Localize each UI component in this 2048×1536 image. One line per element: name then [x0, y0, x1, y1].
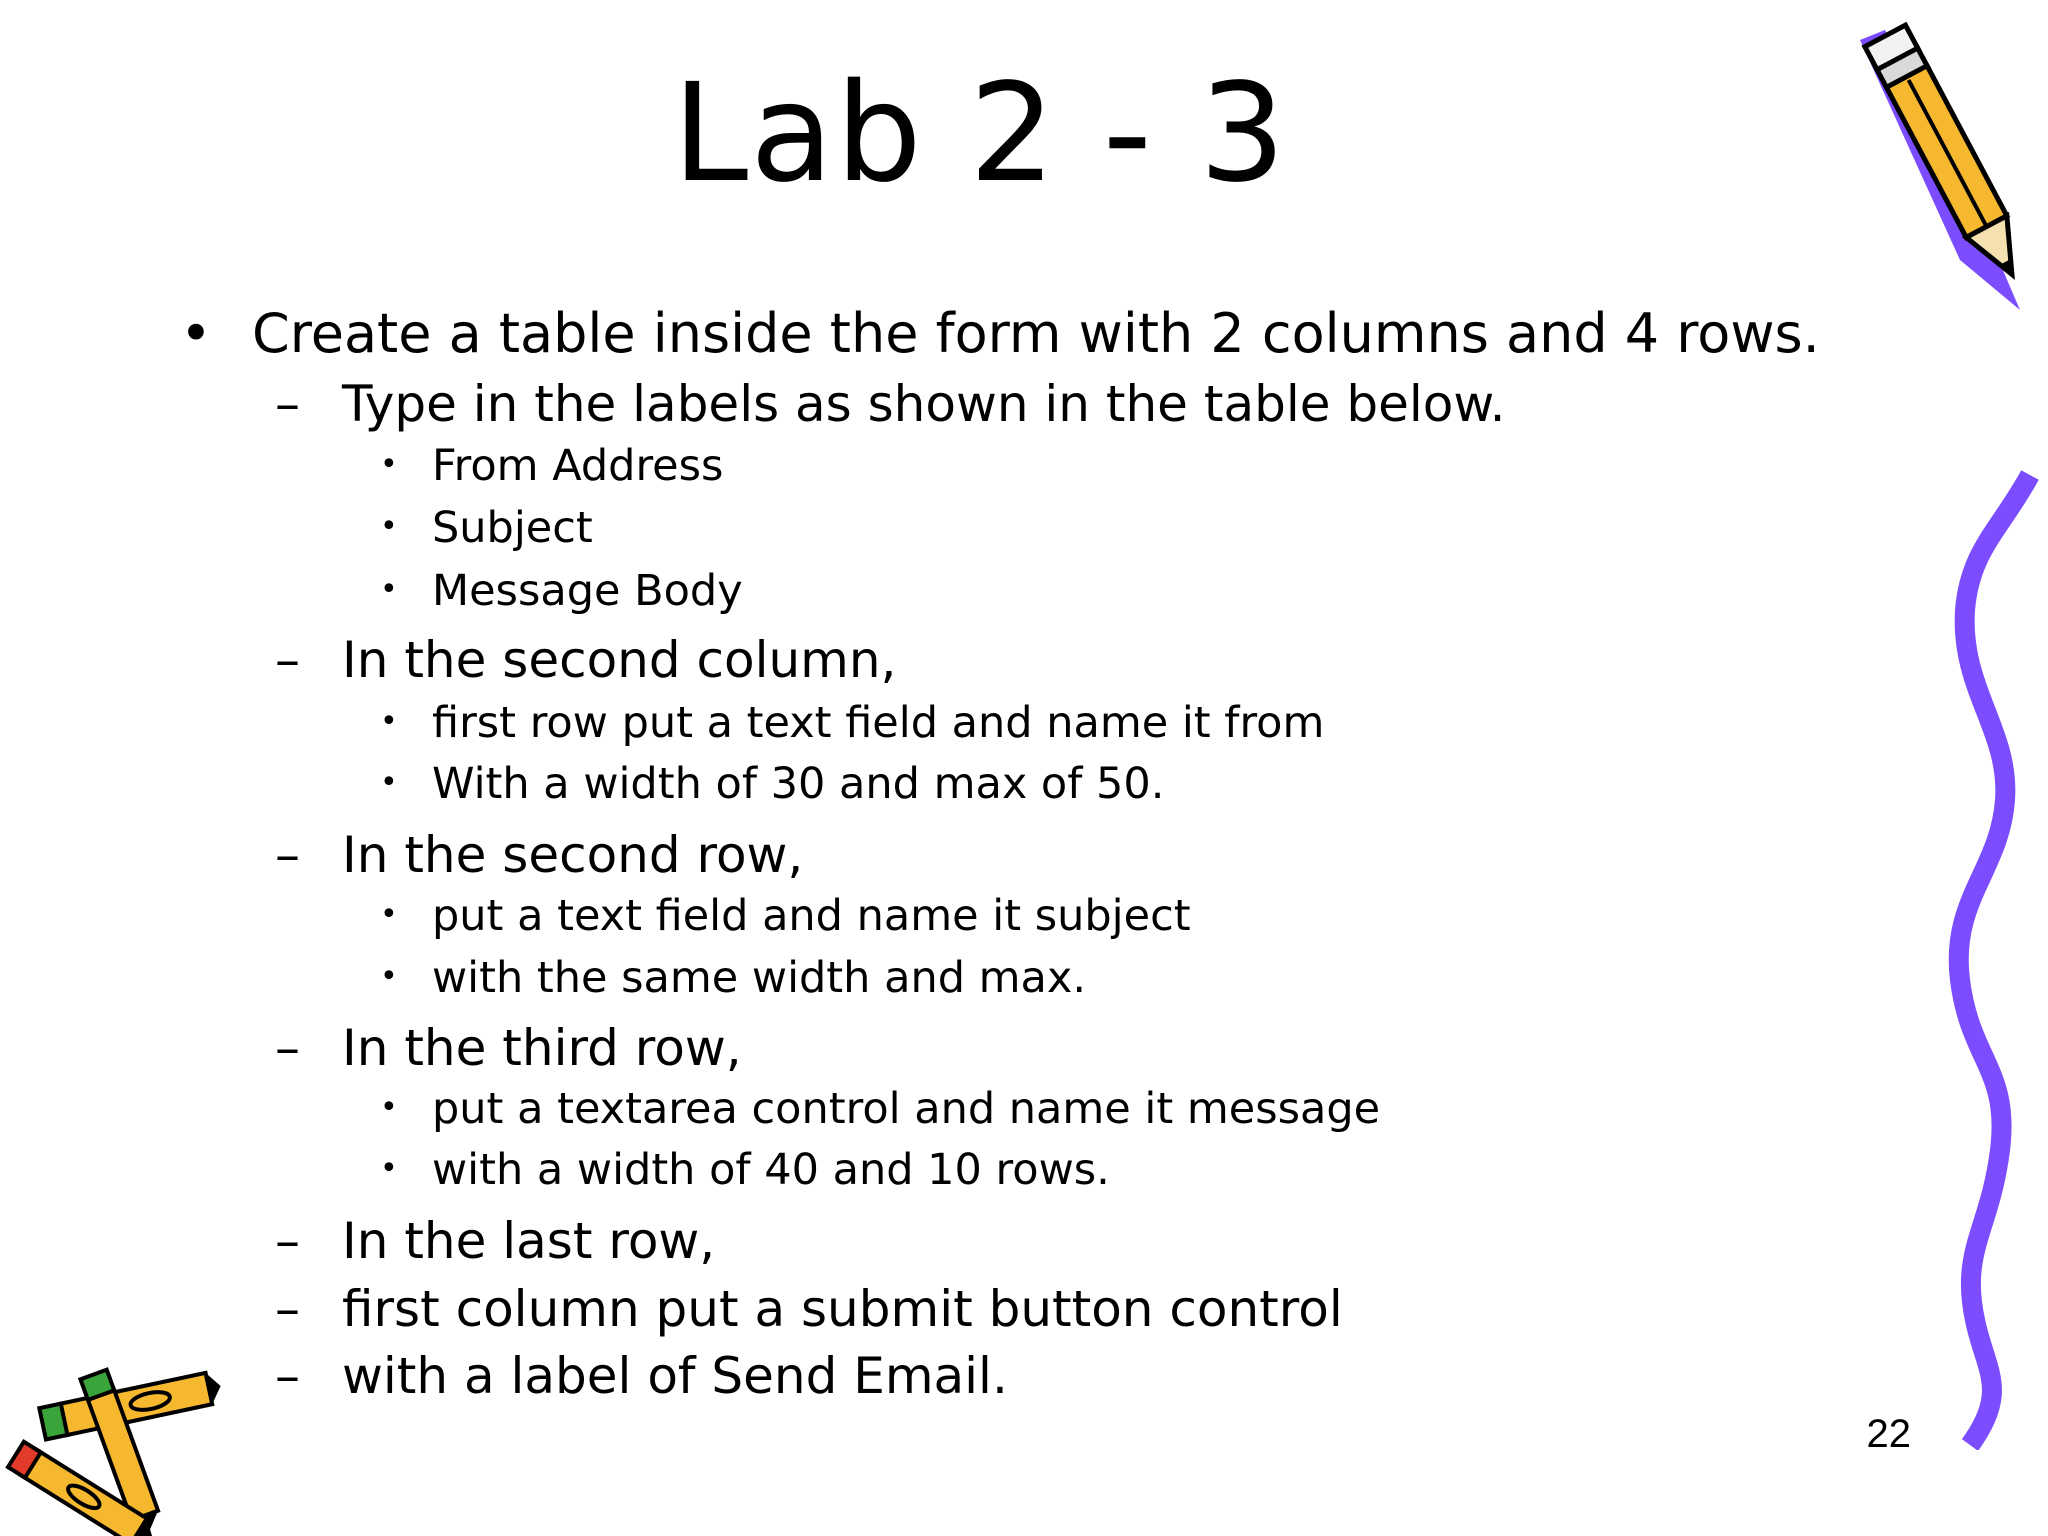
bullet-marker: – — [275, 1347, 300, 1405]
bullet-text: In the second row, — [342, 826, 804, 884]
bullet-marker: • — [380, 509, 398, 544]
bullet-text: Type in the labels as shown in the table below. — [342, 375, 1506, 433]
bullet-text: In the last row, — [342, 1212, 716, 1270]
bullet-text: with the same width and max. — [432, 953, 1087, 1003]
bullet-text: Subject — [432, 503, 593, 553]
bullet-text: In the second column, — [342, 631, 897, 689]
bullet-marker: – — [275, 1212, 300, 1270]
slide-title: Lab 2 - 3 — [672, 55, 1288, 213]
bullet-marker: • — [380, 897, 398, 932]
bullet-text: With a width of 30 and max of 50. — [432, 759, 1165, 809]
bullet-text: first row put a text field and name it from — [432, 698, 1325, 748]
bullet-text: put a text field and name it subject — [432, 891, 1191, 941]
bullet-marker: • — [380, 447, 398, 482]
bullet-marker: • — [380, 1151, 398, 1186]
bullet-marker: – — [275, 1280, 300, 1338]
bullet-marker: • — [380, 959, 398, 994]
bullet-text: with a label of Send Email. — [342, 1347, 1008, 1405]
bullet-text: In the third row, — [342, 1019, 742, 1077]
bullet-text: Message Body — [432, 566, 743, 616]
bullet-marker: – — [275, 375, 300, 433]
bullet-marker: • — [380, 572, 398, 607]
bullet-text: first column put a submit button control — [342, 1280, 1343, 1338]
bullet-text: with a width of 40 and 10 rows. — [432, 1145, 1110, 1195]
bullet-text: put a textarea control and name it message — [432, 1084, 1381, 1134]
bullet-marker: – — [275, 826, 300, 884]
bullet-text: From Address — [432, 441, 724, 491]
pencils-group-icon — [0, 1360, 225, 1536]
bullet-marker: – — [275, 631, 300, 689]
squiggle-line-icon — [1930, 470, 2048, 1450]
slide-number: 22 — [1866, 1412, 1911, 1456]
bullet-marker: • — [380, 765, 398, 800]
bullet-marker: • — [380, 704, 398, 739]
bullet-text: Create a table inside the form with 2 columns and 4 rows. — [252, 302, 1820, 365]
bullet-marker: • — [380, 1090, 398, 1125]
bullet-marker: • — [180, 302, 212, 365]
bullet-marker: – — [275, 1019, 300, 1077]
pencil-icon — [1840, 10, 2048, 310]
